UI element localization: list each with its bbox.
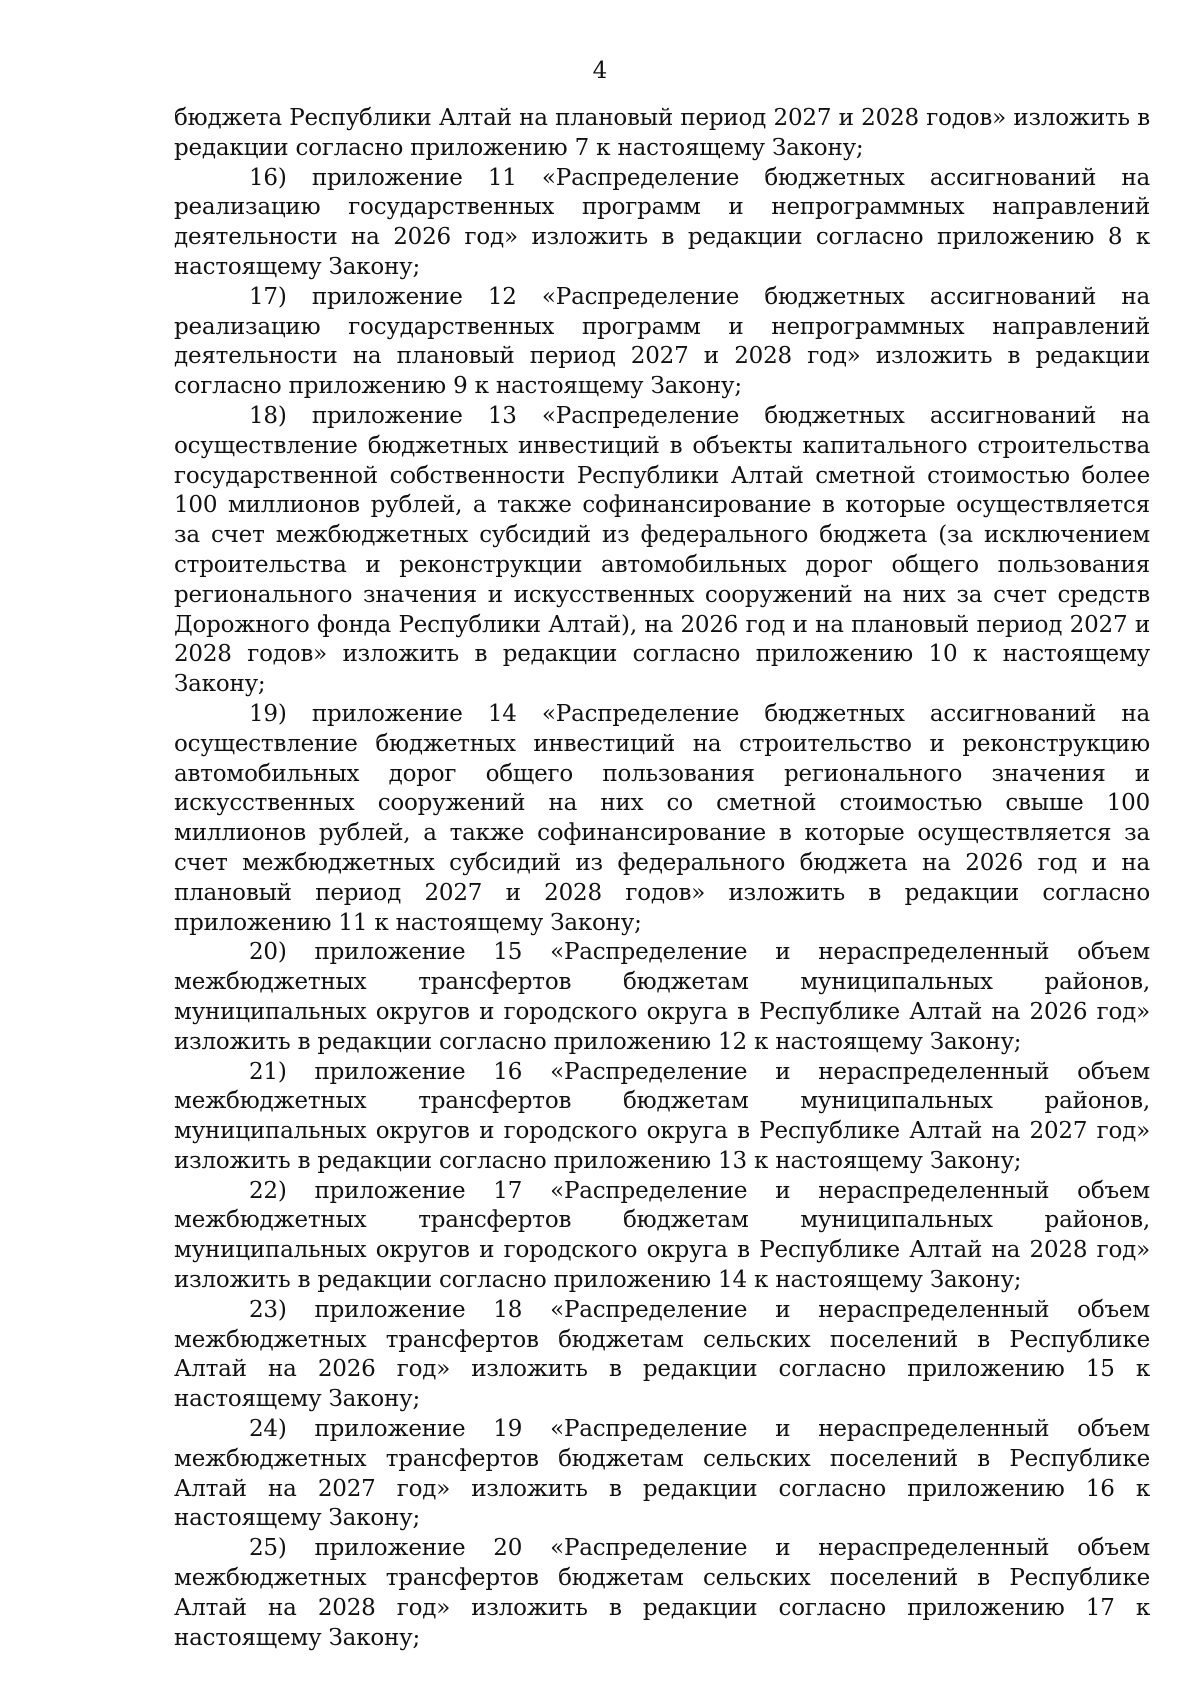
list-item-16: 16) приложение 11 «Распределение бюджетных ассигнований на реализацию государственных программ и непрограммных направлений деятельности на 2026 год» изложить в редакции согласно приложению 8 к настоящему Закону; (174, 164, 1150, 280)
paragraph-continuation: бюджета Республики Алтай на плановый период 2027 и 2028 годов» изложить в редакции согласно приложению 7 к настоящему Закону; (174, 105, 1150, 161)
list-item-24: 24) приложение 19 «Распределение и нераспределенный объем межбюджетных трансфертов бюджетам сельских поселений в Республике Алтай на 2027 год» изложить в редакции согласно приложению 16 к настоящему Закону; (174, 1416, 1150, 1532)
list-item-18: 18) приложение 13 «Распределение бюджетных ассигнований на осуществление бюджетных инвестиций в объекты капитального строительства государственной собственности Республики Алтай сметной стоимостью более 100 миллионов рублей, а также софинансирование в которые осуществляется за счет межбюджетных субсидий из федерального бюджета (за исключением строительства и реконструкции автомобильных дорог общего пользования регионального значения и искусственных сооружений на них за счет средств Дорожного фонда Республики Алтай), на 2026 год и на плановый период 2027 и 2028 годов» изложить в редакции согласно приложению 10 к настоящему Закону; (174, 402, 1150, 698)
list-item-20: 20) приложение 15 «Распределение и нераспределенный объем межбюджетных трансфертов бюджетам муниципальных районов, муниципальных округов и городского округа в Республике Алтай на 2026 год» изложить в редакции согласно приложению 12 к настоящему Закону; (174, 939, 1150, 1055)
page-number: 4 (592, 58, 608, 84)
list-item-19: 19) приложение 14 «Распределение бюджетных ассигнований на осуществление бюджетных инвестиций на строительство и реконструкцию автомобильных дорог общего пользования регионального значения и искусственных сооружений на них со сметной стоимостью свыше 100 миллионов рублей, а также софинансирование в которые осуществляется за счет межбюджетных субсидий из федерального бюджета на 2026 год и на плановый период 2027 и 2028 годов» изложить в редакции согласно приложению 11 к настоящему Закону; (174, 700, 1150, 936)
list-item-21: 21) приложение 16 «Распределение и нераспределенный объем межбюджетных трансфертов бюджетам муниципальных районов, муниципальных округов и городского округа в Республике Алтай на 2027 год» изложить в редакции согласно приложению 13 к настоящему Закону; (174, 1058, 1150, 1174)
list-item-23: 23) приложение 18 «Распределение и нераспределенный объем межбюджетных трансфертов бюджетам сельских поселений в Республике Алтай на 2026 год» изложить в редакции согласно приложению 15 к настоящему Закону; (174, 1296, 1150, 1413)
list-item-17: 17) приложение 12 «Распределение бюджетных ассигнований на реализацию государственных программ и непрограммных направлений деятельности на плановый период 2027 и 2028 год» изложить в редакции согласно приложению 9 к настоящему Закону; (174, 283, 1150, 400)
document-body (174, 104, 1150, 1653)
list-item-22: 22) приложение 17 «Распределение и нераспределенный объем межбюджетных трансфертов бюджетам муниципальных районов, муниципальных округов и городского округа в Республике Алтай на 2028 год» изложить в редакции согласно приложению 14 к настоящему Закону; (174, 1177, 1150, 1294)
list-item-25: 25) приложение 20 «Распределение и нераспределенный объем межбюджетных трансфертов бюджетам сельских поселений в Республике Алтай на 2028 год» изложить в редакции согласно приложению 17 к настоящему Закону; (174, 1535, 1150, 1651)
